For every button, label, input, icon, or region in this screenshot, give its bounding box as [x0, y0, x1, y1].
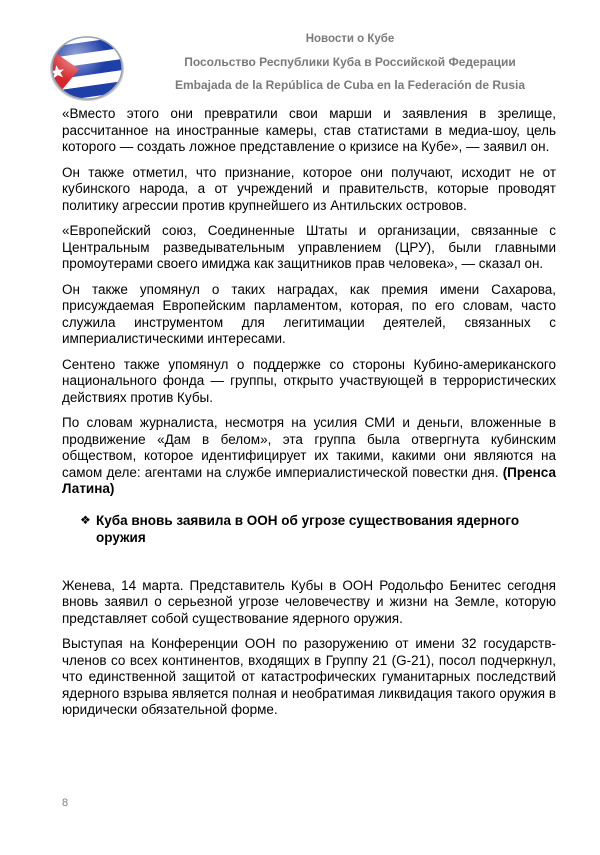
article-paragraph: Женева, 14 марта. Представитель Кубы в ООН Родольфо Бенитес сегодня вновь заявил о серьезной угрозе человечеству и жизни на Земле, которую представляет собой существование ядерного оружия. [62, 577, 556, 626]
article-paragraph: Он также отметил, что признание, которое они получают, исходит не от кубинского народа, а от учреждений и правительств, которые проводят политику агрессии против крупнейшего из Антильских островов. [62, 164, 556, 213]
page-content [62, 106, 556, 728]
page-number: 8 [62, 797, 69, 809]
embassy-name-es: Embajada de la República de Cuba en la Federación de Rusia [174, 78, 526, 92]
article-paragraph: Сентено также упомянул о поддержке со стороны Кубино-американского национального фонда — группы, открыто участвующей в террористических действиях против Кубы. [62, 356, 556, 405]
article-heading [62, 512, 556, 546]
article-paragraph: «Вместо этого они превратили свои марши и заявления в зрелище, рассчитанное на иностранные камеры, став статистами в медиа-шоу, цель которого — создать ложное представление о кризисе на Кубе», — заявил он. [62, 106, 556, 154]
article-paragraph-text: По словам журналиста, несмотря на усилия СМИ и деньги, вложенные в продвижение «Дам в белом», эта группа была отвергнута кубинским обществом, которое идентифицирует их такими, какими они являются на самом деле: агентами на службе империалистической повестки дня. [62, 415, 556, 480]
embassy-name-ru: Посольство Республики Куба в Российской Федерации [184, 55, 516, 69]
article-paragraph [62, 415, 556, 498]
diamond-bullet-icon: ❖ [80, 512, 91, 527]
newsletter-title: Новости о Кубе [305, 33, 395, 45]
article-paragraph: «Европейский союз, Соединенные Штаты и организации, связанные с Центральным разведывательным управлением (ЦРУ), были главными промоутерами своего имиджа как защитников прав человека», — сказал он. [62, 223, 556, 271]
article-title: Куба вновь заявила в ООН об угрозе существования ядерного оружия [96, 512, 520, 545]
article-source: (Пренса Латина) [62, 464, 556, 496]
article-paragraph: Выступая на Конференции ООН по разоружению от имени 32 государств-членов со всех континентов, входящих в Группу 21 (G-21), посол подчеркнул, что единственной защитой от катастрофических гуманитарных последствий ядерного взрыва является полная и необратимая ликвидация такого оружия в юридически обязательной форме. [62, 636, 556, 717]
cuban-flag-orb-icon [49, 34, 125, 102]
article-paragraph: Он также упомянул о таких наградах, как премия имени Сахарова, присуждаемая Европейским парламентом, которая, по его словам, часто служила инструментом для легитимации деятелей, связанных с империалистическими интересами. [62, 281, 556, 346]
